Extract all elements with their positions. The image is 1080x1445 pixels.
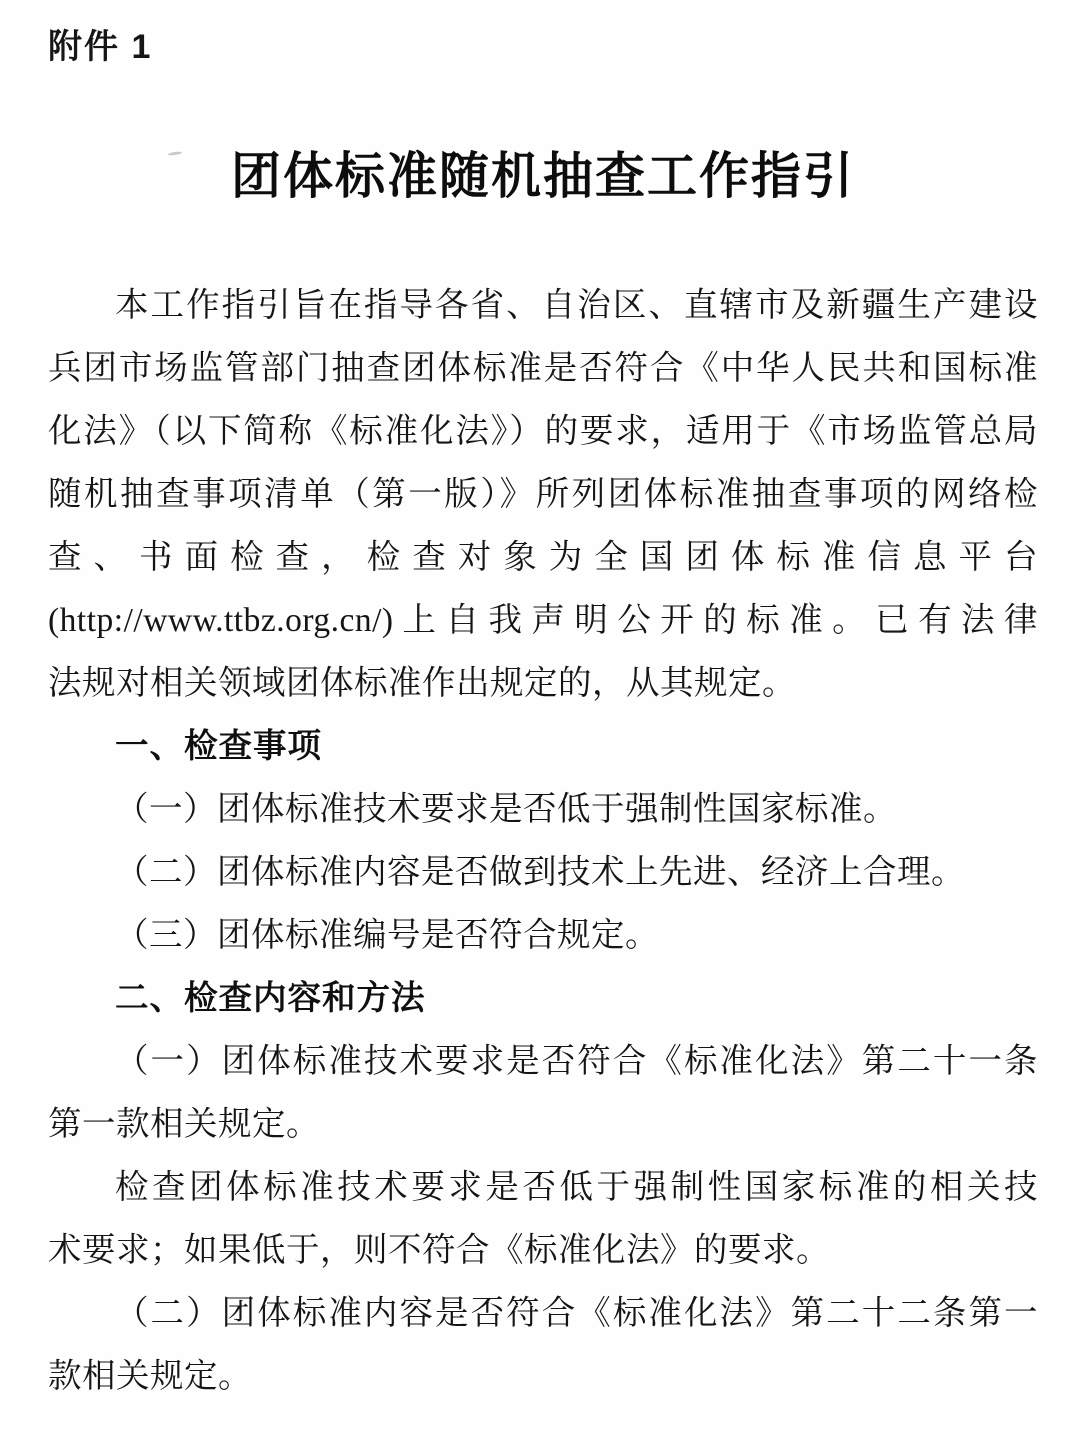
document-title: 团体标准随机抽查工作指引 [231,148,855,204]
text-line: 本工作指引旨在指导各省、自治区、直辖市及新疆生产建设 [115,287,1038,324]
text-line: 化法》（以下简称《标准化法》）的要求，适用于《市场监管总局 [48,413,1038,450]
text-line: （二）团体标准内容是否符合《标准化法》第二十二条第一 [115,1295,1038,1332]
text-line: （一）团体标准技术要求是否符合《标准化法》第二十一条 [115,1043,1038,1080]
attachment-label: 附件 1 [48,28,153,66]
text-line: （三）团体标准编号是否符合规定。 [115,917,659,954]
document-body [48,274,1038,1408]
text-line: 查、书面检查，检查对象为全国团体标准信息平台 [48,539,1038,576]
text-line: 兵团市场监管部门抽查团体标准是否符合《中华人民共和国标准 [48,350,1038,387]
text-line: 随机抽查事项清单（第一版）》所列团体标准抽查事项的网络检 [48,476,1038,513]
section-heading: 二、检查内容和方法 [115,980,426,1017]
text-line: 第一款相关规定。 [48,1106,320,1143]
text-line: 检查团体标准技术要求是否低于强制性国家标准的相关技 [115,1169,1038,1206]
text-line: (http://www.ttbz.org.cn/)上自我声明公开的标准。已有法律 [48,602,1038,639]
text-line: （二）团体标准内容是否做到技术上先进、经济上合理。 [115,854,965,891]
text-line: 术要求；如果低于，则不符合《标准化法》的要求。 [48,1232,830,1269]
section-heading: 一、检查事项 [115,728,322,765]
text-line: 法规对相关领域团体标准作出规定的，从其规定。 [48,665,796,702]
text-line: （一）团体标准技术要求是否低于强制性国家标准。 [115,791,897,828]
text-line: 款相关规定。 [48,1358,252,1395]
